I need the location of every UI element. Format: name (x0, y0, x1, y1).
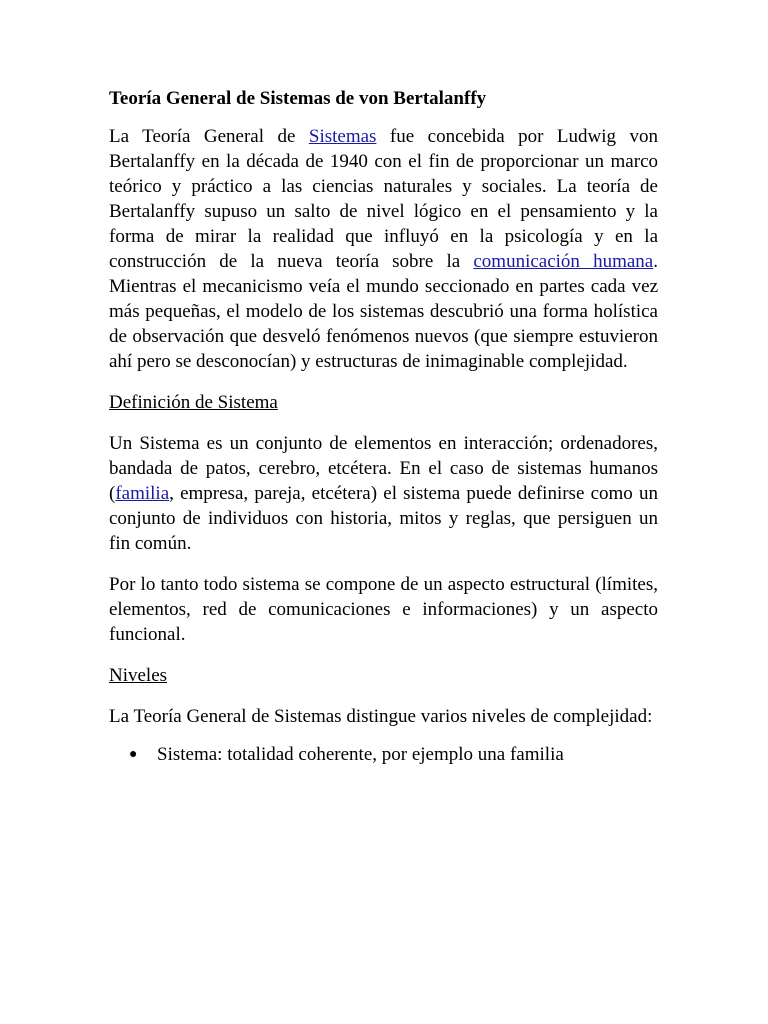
link-familia[interactable]: familia (115, 483, 170, 504)
definition-text-2: , empresa, pareja, etcétera) el sistema puede definirse como un conjunto de individuos con historia, mitos y reglas, que persiguen un fin común. (109, 483, 658, 554)
intro-text-3: . Mientras el mecanicismo veía el mundo seccionado en partes cada vez más pequeñas, el modelo de los sistemas descubrió una forma holística de observación que desveló fenómenos nuevos (que siempre estuvieron ahí pero se desconocían) y estructuras de inimaginable complejidad. (109, 251, 658, 372)
list-item (109, 742, 658, 767)
structure-paragraph: Por lo tanto todo sistema se compone de un aspecto estructural (límites, elementos, red de comunicaciones e informaciones) y un aspecto funcional. (109, 574, 658, 645)
intro-text-1: La Teoría General de (109, 126, 309, 147)
definition-text-1: Un Sistema es un conjunto de elementos en interacción; ordenadores, bandada de patos, cerebro, etcétera. En el caso de sistemas humanos ( (109, 433, 658, 504)
bullet-icon: ● (129, 747, 138, 762)
document-title: Teoría General de Sistemas de von Bertalanffy (109, 88, 487, 109)
levels-paragraph: La Teoría General de Sistemas distingue varios niveles de complejidad: (109, 706, 653, 727)
section-heading-niveles: Niveles (109, 665, 168, 686)
levels-list (109, 742, 658, 767)
list-item-text: Sistema: totalidad coherente, por ejemplo una familia (157, 744, 564, 765)
link-sistemas[interactable]: Sistemas (308, 126, 377, 147)
intro-text-2: fue concebida por Ludwig von Bertalanffy en la década de 1940 con el fin de proporcionar un marco teórico y práctico a las ciencias naturales y sociales. La teoría de Bertalanffy supuso un salto de nivel lógico en el pensamiento y la forma de mirar la realidad que influyó en la psicología y en la construcción de la nueva teoría sobre la (109, 126, 658, 272)
definition-paragraph (109, 431, 658, 556)
document-page (109, 86, 658, 767)
link-comunicacion-humana[interactable]: comunicación humana (473, 251, 654, 272)
section-heading-definicion: Definición de Sistema (109, 392, 278, 413)
intro-paragraph (109, 124, 658, 374)
